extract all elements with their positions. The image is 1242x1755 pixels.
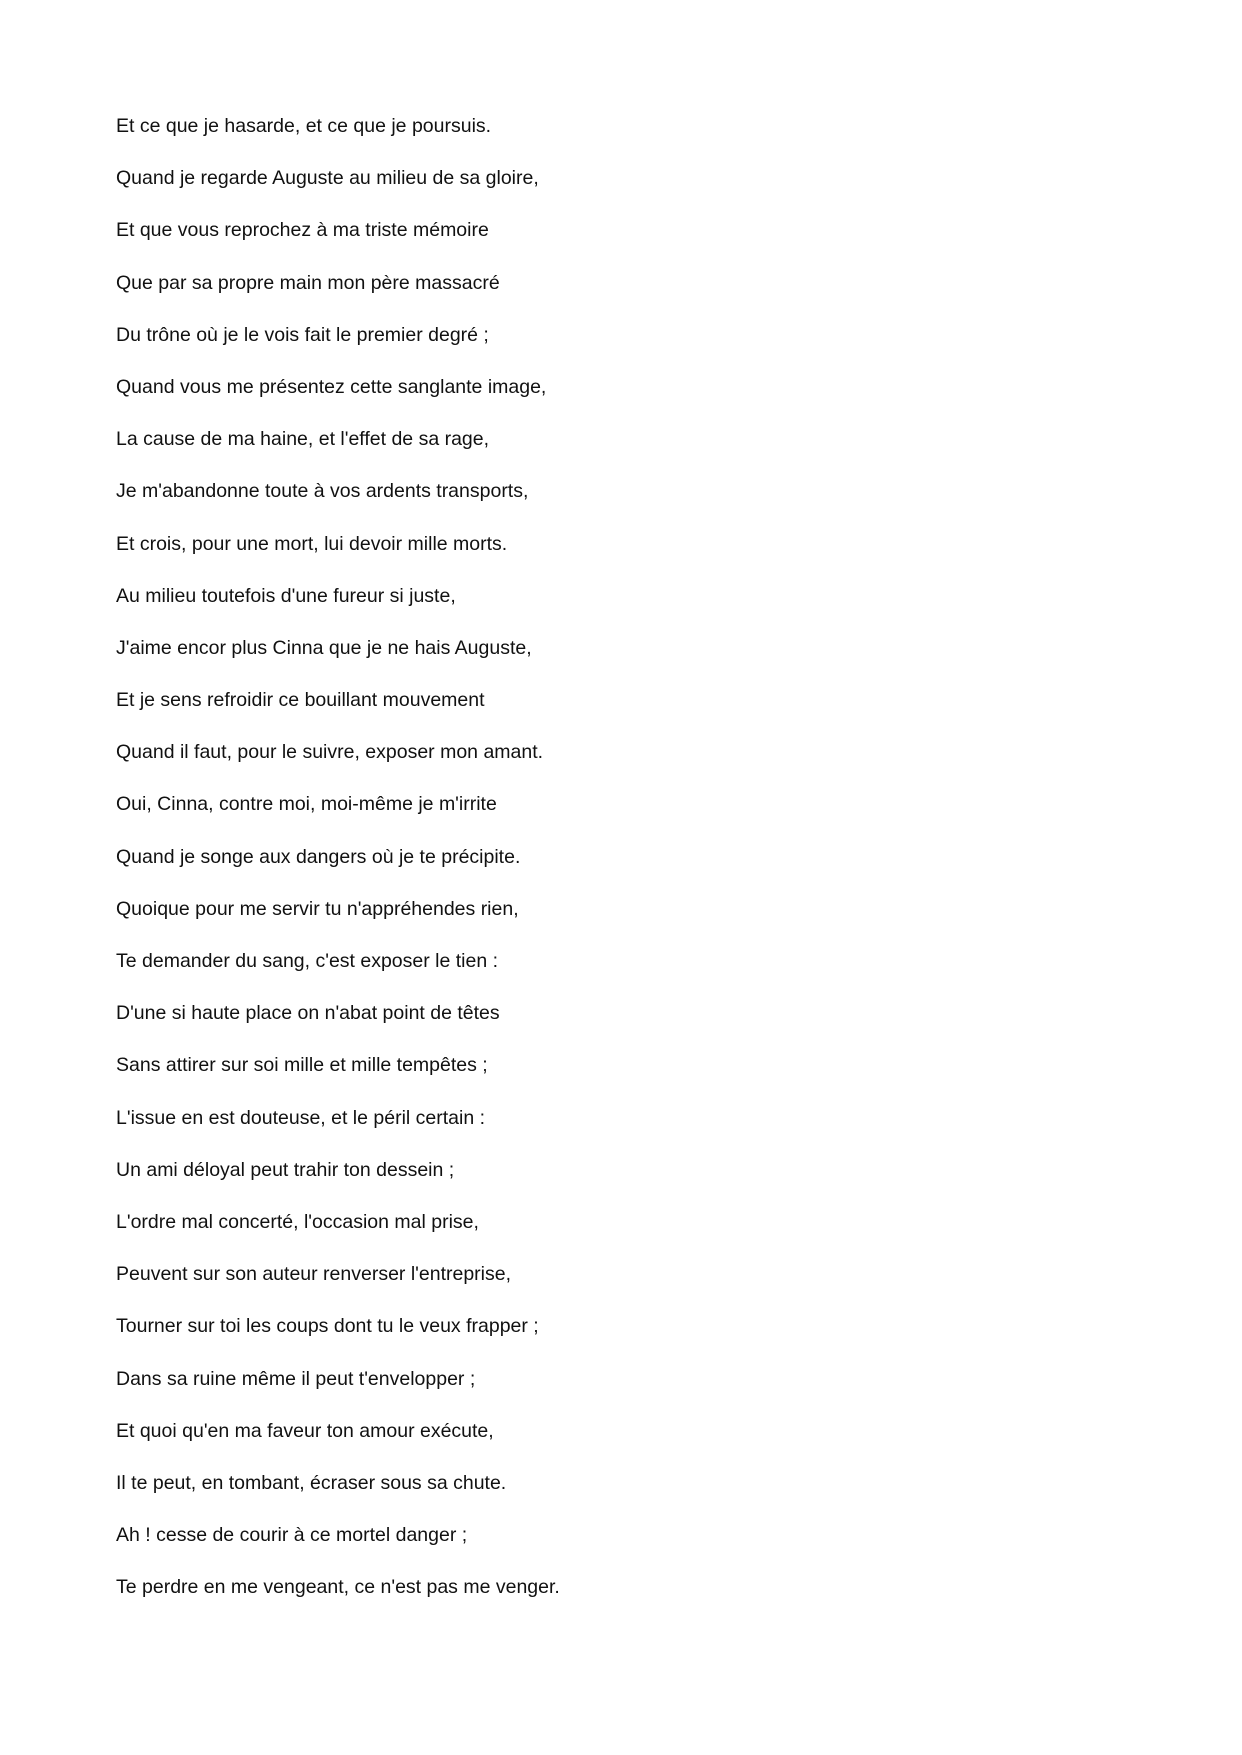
verse-list [116, 109, 560, 1622]
verse-line: Quand je songe aux dangers où je te précipite. [116, 845, 521, 868]
verse-line: L'issue en est douteuse, et le péril certain : [116, 1106, 486, 1129]
verse-line: Que par sa propre main mon père massacré [116, 271, 500, 294]
verse-line: Je m'abandonne toute à vos ardents transports, [116, 480, 529, 503]
verse-line: Te perdre en me vengeant, ce n'est pas me venger. [116, 1576, 560, 1599]
verse-line: Quand je regarde Auguste au milieu de sa gloire, [116, 167, 539, 190]
verse-line: Peuvent sur son auteur renverser l'entreprise, [116, 1263, 512, 1286]
verse-line: Au milieu toutefois d'une fureur si juste, [116, 584, 456, 607]
verse-line: Du trône où je le vois fait le premier degré ; [116, 323, 489, 346]
verse-line: Et quoi qu'en ma faveur ton amour exécute, [116, 1419, 494, 1442]
verse-line: Tourner sur toi les coups dont tu le veux frapper ; [116, 1315, 539, 1338]
verse-line: Quand il faut, pour le suivre, exposer mon amant. [116, 741, 544, 764]
verse-line: L'ordre mal concerté, l'occasion mal prise, [116, 1210, 479, 1233]
verse-line: J'aime encor plus Cinna que je ne hais Auguste, [116, 636, 532, 659]
verse-line: Et crois, pour une mort, lui devoir mille morts. [116, 532, 508, 555]
verse-line: Dans sa ruine même il peut t'envelopper ; [116, 1367, 476, 1390]
verse-line: Et ce que je hasarde, et ce que je poursuis. [116, 115, 492, 137]
verse-line: D'une si haute place on n'abat point de têtes [116, 1002, 500, 1025]
verse-line: Te demander du sang, c'est exposer le tien : [116, 950, 499, 972]
verse-line: Et je sens refroidir ce bouillant mouvement [116, 689, 485, 712]
verse-line: La cause de ma haine, et l'effet de sa rage, [116, 428, 490, 451]
verse-line: Quoique pour me servir tu n'appréhendes rien, [116, 897, 519, 920]
verse-line: Quand vous me présentez cette sanglante image, [116, 375, 547, 398]
verse-line: Sans attirer sur soi mille et mille tempêtes ; [116, 1054, 488, 1077]
verse-line: Oui, Cinna, contre moi, moi-même je m'irrite [116, 793, 497, 816]
verse-line: Et que vous reprochez à ma triste mémoire [116, 219, 489, 242]
verse-line: Il te peut, en tombant, écraser sous sa chute. [116, 1471, 507, 1494]
verse-line: Ah ! cesse de courir à ce mortel danger ; [116, 1524, 468, 1547]
verse-line: Un ami déloyal peut trahir ton dessein ; [116, 1158, 455, 1181]
